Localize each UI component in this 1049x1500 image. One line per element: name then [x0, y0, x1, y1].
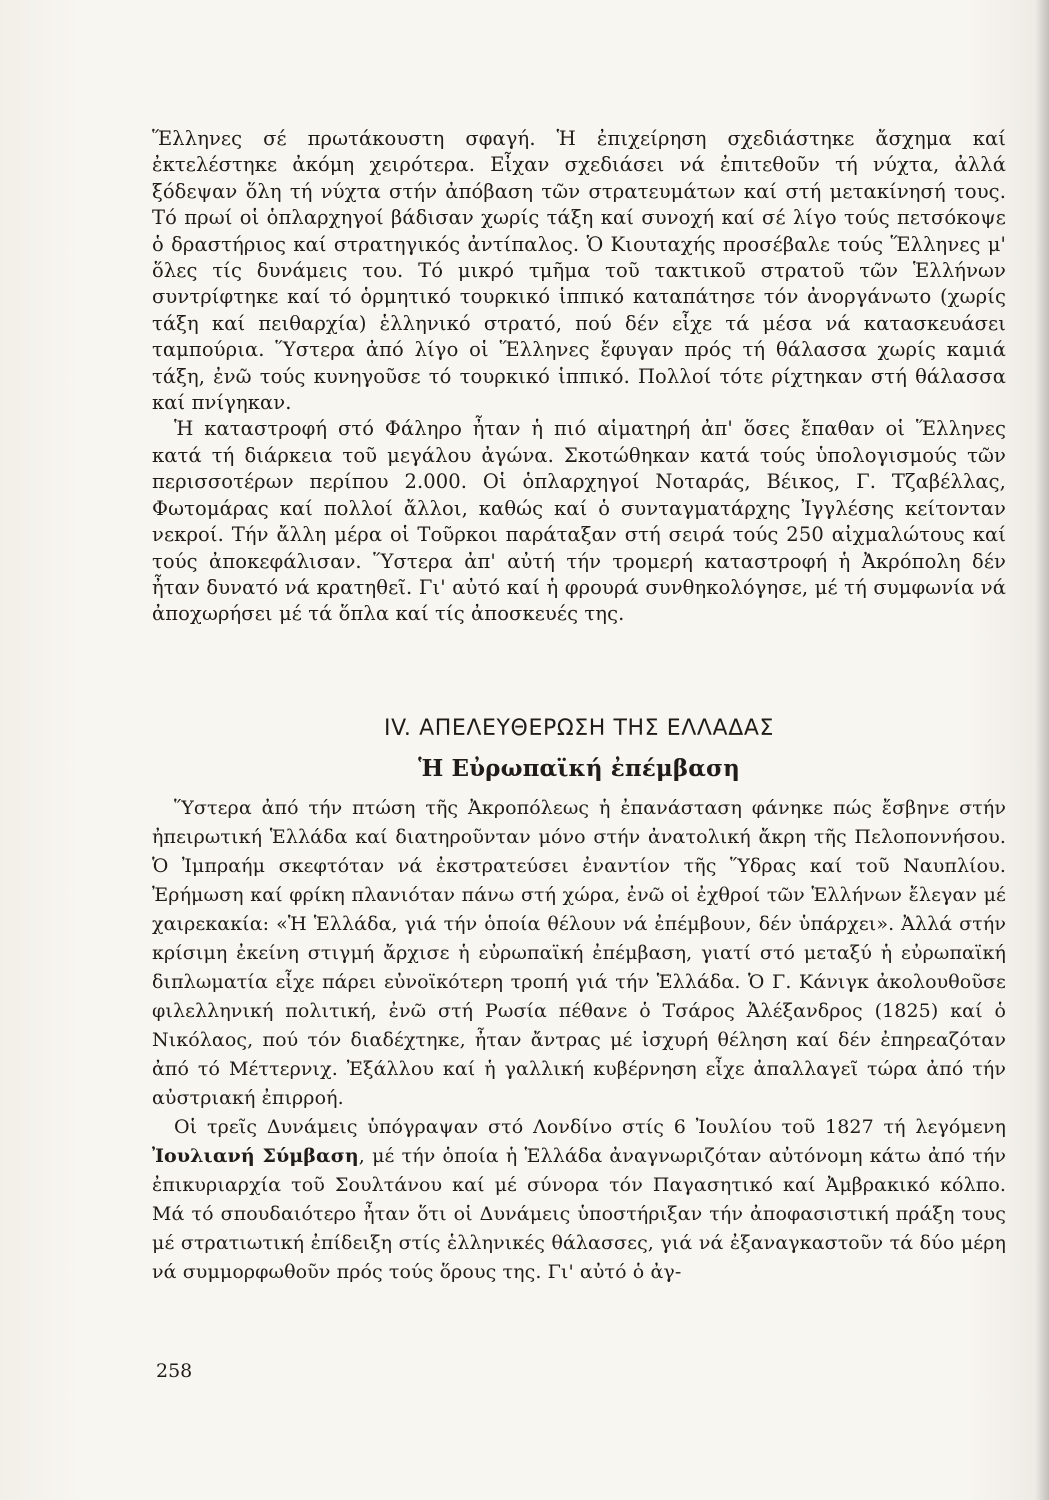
- page-number: 258: [156, 1360, 193, 1382]
- paragraph-3: Ὕστερα ἀπό τήν πτώση τῆς Ἀκροπόλεως ἡ ἐπανάσταση φάνηκε πώς ἔσβηνε στήν ἠπειρωτική Ἑλλάδα καί διατηροῦνταν μόνο στήν ἀνατολική ἄκρη τῆς Πελοποννήσου. Ὁ Ἰμπραήμ σκεφτόταν νά ἐκστρατεύσει ἐναντίον τῆς Ὕδρας καί τοῦ Ναυπλίου. Ἐρήμωση καί φρίκη πλανιόταν πάνω στή χώρα, ἐνῶ οἱ ἐχθροί τῶν Ἑλλήνων ἔλεγαν μέ χαιρεκακία: «Ἡ Ἑλλάδα, γιά τήν ὁποία θέλουν νά ἐπέμβουν, δέν ὑπάρχει». Ἀλλά στήν κρίσιμη ἐκείνη στιγμή ἄρχισε ἡ εὐρωπαϊκή ἐπέμβαση, γιατί στό μεταξύ ἡ εὐρωπαϊκή διπλωματία εἶχε πάρει εὐνοϊκότερη τροπή γιά τήν Ἑλλάδα. Ὁ Γ. Κάνιγκ ἀκολουθοῦσε φιλελληνική πολιτική, ἐνῶ στή Ρωσία πέθανε ὁ Τσάρος Ἀλέξανδρος (1825) καί ὁ Νικόλαος, πού τόν διαδέχτηκε, ἦταν ἄντρας μέ ἰσχυρή θέληση καί δέν ἐπηρεαζόταν ἀπό τό Μέττερνιχ. Ἐξάλλου καί ἡ γαλλική κυβέρνηση εἶχε ἀπαλλαγεῖ τώρα ἀπό τήν αὐστριακή ἐπιρροή.: [152, 796, 1006, 1109]
- paragraph-1: Ἕλληνες σέ πρωτάκουστη σφαγή. Ἡ ἐπιχείρηση σχεδιάστηκε ἄσχημα καί ἐκτελέστηκε ἀκόμη χειρότερα. Εἶχαν σχεδιάσει νά ἐπιτεθοῦν τή νύχτα, ἀλλά ξόδεψαν ὅλη τή νύχτα στήν ἀπόβαση τῶν στρατευμάτων καί στή μετακίνησή τους. Τό πρωί οἱ ὁπλαρχηγοί βάδισαν χωρίς τάξη καί συνοχή καί σέ λίγο τούς πετσόκοψε ὁ δραστήριος καί στρατηγικός ἀντίπαλος. Ὁ Κιουταχής προσέβαλε τούς Ἕλληνες μ' ὅλες τίς δυνάμεις του. Τό μικρό τμῆμα τοῦ τακτικοῦ στρατοῦ τῶν Ἑλλήνων συντρίφτηκε καί τό ὁρμητικό τουρκικό ἱππικό καταπάτησε τόν ἀνοργάνωτο (χωρίς τάξη καί πειθαρχία) ἑλληνικό στρατό, πού δέν εἶχε τά μέσα νά κατασκευάσει ταμπούρια. Ὕστερα ἀπό λίγο οἱ Ἕλληνες ἔφυγαν πρός τή θάλασσα χωρίς καμιά τάξη, ἐνῶ τούς κυνηγοῦσε τό τουρκικό ἱππικό. Πολλοί τότε ρίχτηκαν στή θάλασσα καί πνίγηκαν.: [152, 127, 1006, 415]
- section-title: IV. ΑΠΕΛΕΥΘΕΡΩΣΗ ΤΗΣ ΕΛΛΑΔΑΣ: [383, 715, 775, 741]
- section-subtitle: Ἡ Εὐρωπαϊκή ἐπέμβαση: [418, 754, 740, 782]
- page-spine-shadow: [1035, 0, 1049, 1500]
- paragraph-4-part1: Οἱ τρεῖς Δυνάμεις ὑπόγραψαν στό Λονδίνο στίς 6 Ἰουλίου τοῦ 1827 τή λεγόμενη: [174, 1115, 1006, 1138]
- julian-convention-term: Ἰουλιανή Σύμβαση: [152, 1144, 359, 1167]
- paragraph-4: [152, 1113, 1006, 1287]
- text-block: [152, 126, 1006, 1287]
- paragraph-2: Ἡ καταστροφή στό Φάληρο ἦταν ἡ πιό αἱματηρή ἀπ' ὅσες ἔπαθαν οἱ Ἕλληνες κατά τή διάρκεια τοῦ μεγάλου ἀγώνα. Σκοτώθηκαν κατά τούς ὑπολογισμούς τῶν περισσοτέρων περίπου 2.000. Οἱ ὁπλαρχηγοί Νοταράς, Βέικος, Γ. Τζαβέλλας, Φωτομάρας καί πολλοί ἄλλοι, καθώς καί ὁ συνταγματάρχης Ἰγγλέσης κείτονταν νεκροί. Τήν ἄλλη μέρα οἱ Τοῦρκοι παράταξαν στή σειρά τούς 250 αἰχμαλώτους καί τούς ἀποκεφάλισαν. Ὕστερα ἀπ' αὐτή τήν τρομερή καταστροφή ἡ Ἀκρόπολη δέν ἦταν δυνατό νά κρατηθεῖ. Γι' αὐτό καί ἡ φρουρά συνθηκολόγησε, μέ τή συμφωνία νά ἀποχωρήσει μέ τά ὅπλα καί τίς ἀποσκευές της.: [152, 417, 1006, 626]
- paragraph-4-part2: , μέ τήν ὁποία ἡ Ἑλλάδα ἀναγνωριζόταν αὐτόνομη κάτω ἀπό τήν ἐπικυριαρχία τοῦ Σουλτάνου καί μέ σύνορα τόν Παγασητικό καί Ἀμβρακικό κόλπο. Μά τό σπουδαιότερο ἦταν ὅτι οἱ Δυνάμεις ὑποστήριξαν τήν ἀποφασιστική πράξη τους μέ στρατιωτική ἐπίδειξη στίς ἑλληνικές θάλασσες, γιά νά ἐξαναγκαστοῦν τά δύο μέρη νά συμμορφωθοῦν πρός τούς ὅρους της. Γι' αὐτό ὁ ἀγ-: [152, 1144, 1006, 1283]
